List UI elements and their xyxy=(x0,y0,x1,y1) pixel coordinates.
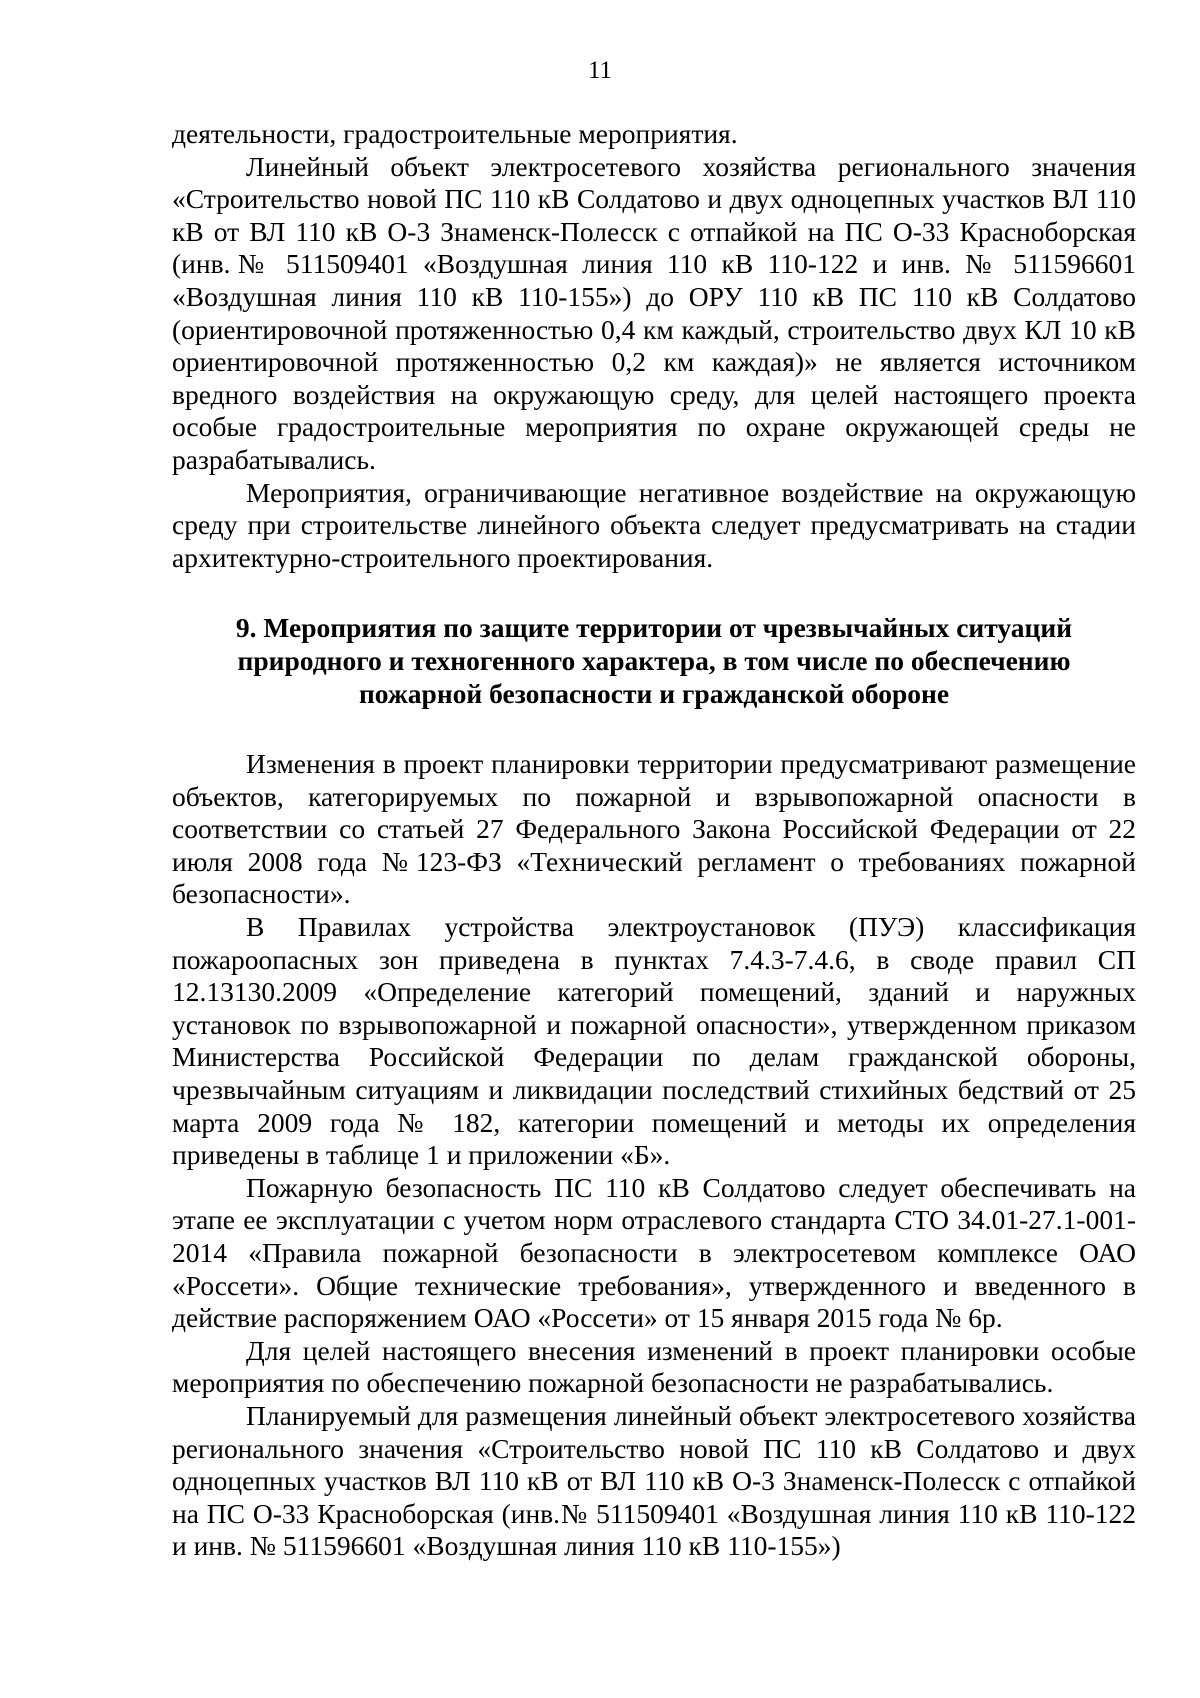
paragraph-fire-measures-not-developed: Для целей настоящего внесения изменений в проект планировки особые мероприятия по обеспечению пожарной безопасности не разрабатывались. xyxy=(172,1334,1136,1399)
paragraph-negative-impact-measures: Мероприятия, ограничивающие негативное воздействие на окружающую среду при строительстве линейного объекта следует предусматривать на стадии архитектурно-строительного проектирования. xyxy=(172,476,1136,573)
section-heading-line: 9. Мероприятия по защите территории от чрезвычайных ситуаций xyxy=(235,612,1073,644)
page-number: 11 xyxy=(587,57,613,84)
section-heading xyxy=(172,612,1136,710)
paragraph-fire-safety-standard: Пожарную безопасность ПС 110 кВ Солдатово следует обеспечивать на этапе ее эксплуатации с учетом норм отраслевого стандарта СТО 34.01-27.1-001-2014 «Правила пожарной безопасности в электросетевом комплексе ОАО «Россети». Общие технические требования», утвержденного и введенного в действие распоряжением ОАО «Россети» от 15 января 2015 года № 6р. xyxy=(172,1171,1136,1334)
section-heading-line: пожарной безопасности и гражданской обороне xyxy=(358,677,950,709)
paragraph-continuation: деятельности, градостроительные мероприятия. xyxy=(172,118,738,149)
paragraph-pue-classification: В Правилах устройства электроустановок (ПУЭ) классификация пожароопасных зон приведена в пунктах 7.4.3-7.4.6, в своде правил СП 12.13130.2009 «Определение категорий помещений, зданий и наружных установок по взрывопожарной и пожарной опасности», утвержденном приказом Министерства Российской Федерации по делам гражданской обороны, чрезвычайным ситуациям и ликвидации последствий стихийных бедствий от 25 марта 2009 года № 182, категории помещений и методы их определения приведены в таблице 1 и приложении «Б». xyxy=(172,911,1136,1171)
paragraph-planned-linear-object: Планируемый для размещения линейный объект электросетевого хозяйства регионального значения «Строительство новой ПС 110 кВ Солдатово и двух одноцепных участков ВЛ 110 кВ от ВЛ 110 кВ О-3 Знаменск-Полесск с отпайкой на ПС О-33 Красноборская (инв.№ 511509401 «Воздушная линия 110 кВ 110-122 и инв. № 511596601 «Воздушная линия 110 кВ 110-155») xyxy=(172,1399,1136,1562)
page-content xyxy=(172,118,1136,1563)
paragraph-planning-changes: Изменения в проект планировки территории предусматривают размещение объектов, категорируемых по пожарной и взрывопожарной опасности в соответствии со статьей 27 Федерального Закона Российской Федерации от 22 июля 2008 года №123-ФЗ «Технический регламент о требованиях пожарной безопасности». xyxy=(172,748,1136,910)
paragraph-linear-object-environment: Линейный объект электросетевого хозяйства регионального значения «Строительство новой ПС 110 кВ Солдатово и двух одноцепных участков ВЛ 110 кВ от ВЛ 110 кВ О-3 Знаменск-Полесск с отпайкой на ПС О-33 Красноборская (инв.№ 511509401 «Воздушная линия 110 кВ 110-122 и инв. № 511596601 «Воздушная линия 110 кВ 110-155») до ОРУ 110 кВ ПС 110 кВ Солдатово (ориентировочной протяженностью 0,4 км каждый, строительство двух КЛ 10 кВ ориентировочной протяженностью 0,2 км каждая)» не является источником вредного воздействия на окружающую среду, для целей настоящего проекта особые градостроительные мероприятия по охране окружающей среды не разрабатывались. xyxy=(172,150,1136,475)
section-heading-line: природного и техногенного характера, в том числе по обеспечению xyxy=(237,644,1071,676)
